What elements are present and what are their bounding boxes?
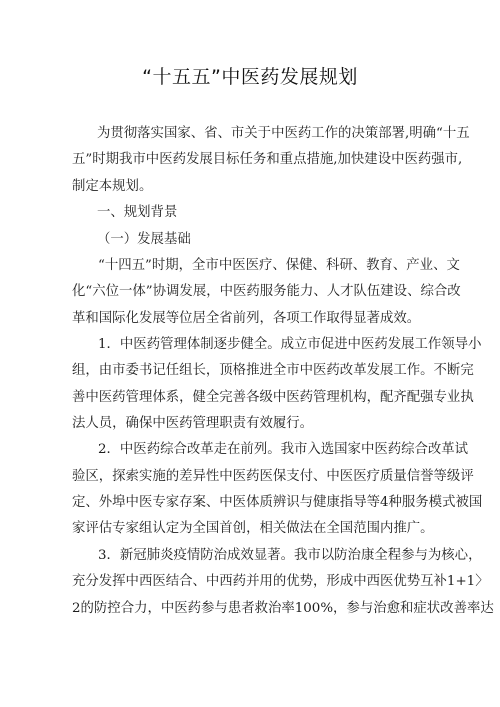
body-line: 化“六位一体”协调发展，中医药服务能力、人才队伍建设、综合改 xyxy=(72,284,461,299)
body-line: 2．中医药综合改革走在前列。我市入选国家中医药综合改革试 xyxy=(98,442,469,457)
body-line: 法人员，确保中医药管理职责有效履行。 xyxy=(72,416,314,431)
body-line: 革和国际化发展等位居全省前列，各项工作取得显著成效。 xyxy=(72,311,421,326)
body-line: 1．中医药管理体制逐步健全。成立市促进中医药发展工作领导小 xyxy=(98,337,482,352)
body-line: 家评估专家组认定为全国首创，相关做法在全国范围内推广。 xyxy=(72,521,434,536)
document-title: “十五五”中医药发展规划 xyxy=(142,66,358,88)
body-line: 为贯彻落实国家、省、市关于中医药工作的决策部署,明确“十五 xyxy=(97,126,470,141)
subsection-heading: （一）发展基础 xyxy=(97,232,191,247)
body-line: 定、外埠中医专家存案、中医体质辨识与健康指导等4种服务模式被国 xyxy=(72,495,483,510)
body-line: 组，由市委书记任组长，顶格推进全市中医药改革发展工作。不断完 xyxy=(72,363,474,378)
body-line: 制定本规划。 xyxy=(72,179,153,194)
section-heading: 一、规划背景 xyxy=(97,205,178,220)
body-line: 验区，探索实施的差异性中医药医保支付、中医医疗质量信誉等级评 xyxy=(72,469,474,484)
body-line: 2的防控合力，中医药参与患者救治率100%，参与治愈和症状改善率达 xyxy=(72,601,494,616)
body-line: 3．新冠肺炎疫情防治成效显著。我市以防治康全程参与为核心， xyxy=(98,548,482,563)
body-line: 五”时期我市中医药发展目标任务和重点措施,加快建设中医药强市, xyxy=(72,152,463,167)
body-line: 充分发挥中西医结合、中西药并用的优势，形成中西医优势互补1+1〉 xyxy=(72,574,489,589)
body-line: “十四五”时期，全市中医医疗、保健、科研、教育、产业、文 xyxy=(98,258,460,273)
body-line: 善中医药管理体系，健全完善各级中医药管理机构，配齐配强专业执 xyxy=(72,390,474,405)
